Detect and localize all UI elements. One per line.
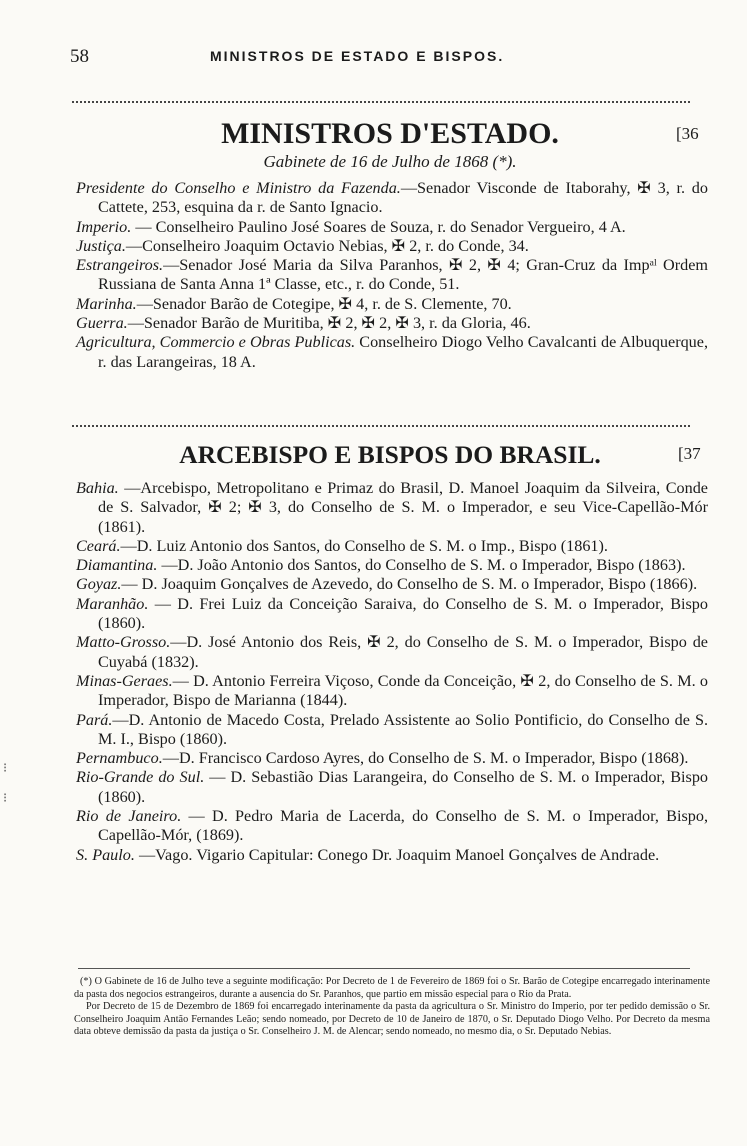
entry-label: Matto-Grosso.: [76, 633, 171, 652]
entry-text: —D. Antonio de Macedo Costa, Prelado Assistente ao Solio Pontificio, do Conselho de S. M. I., Bispo (1860).: [98, 710, 708, 748]
cabinet-subheading: Gabinete de 16 de Julho de 1868 (*).: [263, 152, 517, 171]
entry-text: —Conselheiro Joaquim Octavio Nebias, ✠ 2, r. do Conde, 34.: [125, 236, 529, 255]
entry-label: Pernambuco.: [76, 749, 163, 768]
entry: [76, 479, 708, 537]
entry-label: Ceará.: [76, 536, 121, 555]
entry: [76, 846, 708, 865]
entry: [76, 237, 708, 256]
entry-text: —D. João Antonio dos Santos, do Conselho de S. M. o Imperador, Bispo (1863).: [157, 556, 686, 575]
page-number: 58: [70, 46, 89, 67]
entry-text: — D. Joaquim Gonçalves de Azevedo, do Conselho de S. M. o Imperador, Bispo (1866).: [121, 575, 698, 594]
entry-text: —Senador Barão de Cotegipe, ✠ 4, r. de S. Clemente, 70.: [136, 294, 512, 313]
running-head: [70, 46, 710, 70]
entry-label: Goyaz.: [76, 575, 122, 594]
entry: [76, 556, 708, 575]
entry: [76, 314, 708, 333]
entry: [76, 256, 708, 295]
entry-text: —Vago. Vigario Capitular: Conego Dr. Joaquim Manoel Gonçalves de Andrade.: [134, 845, 660, 864]
entry-label: S. Paulo.: [76, 845, 135, 864]
bishops-list: [76, 479, 708, 865]
entry: [76, 807, 708, 846]
entry-label: Imperio.: [76, 217, 132, 236]
entry-label: Rio de Janeiro.: [76, 807, 182, 826]
entry-label: Diamantina.: [76, 556, 158, 575]
entry-text: —Senador Visconde de Itaborahy, ✠ 3, r. do Cattete, 253, esquina da r. de Santo Ignacio.: [98, 179, 708, 217]
ministers-section-number: [36: [676, 124, 699, 143]
margin-annotation-mark: ⁝: [3, 790, 8, 805]
ministers-list: [76, 179, 708, 372]
entry: [76, 768, 708, 807]
bishops-heading: ARCEBISPO E BISPOS DO BRASIL.: [179, 440, 601, 469]
entry-label: Presidente do Conselho e Ministro da Fazenda.: [76, 179, 401, 197]
entry: [76, 672, 708, 711]
entry: [76, 575, 708, 594]
entry-text: —D. Luiz Antonio dos Santos, do Conselho de S. M. o Imp., Bispo (1861).: [120, 536, 608, 555]
entry-text: —D. Francisco Cardoso Ayres, do Conselho de S. M. o Imperador, Bispo (1868).: [162, 749, 689, 768]
footnote-divider: [78, 968, 690, 969]
footnote-paragraph: (*) O Gabinete de 16 de Julho teve a seguinte modificação: Por Decreto de 1 de Fevereiro de 1869 foi o Sr. Barão de Cotegipe encarregado interinamente da pasta dos negocios estrangeiros, durante a ausencia do Sr. Paranhos, que partio em missão especial para o Rio da Prata.: [74, 976, 710, 1000]
entry-label: Estrangeiros.: [76, 256, 164, 275]
entry: [76, 749, 708, 768]
entry: [76, 595, 708, 634]
entry-label: Maranhão.: [76, 594, 149, 613]
entry-text: —Arcebispo, Metropolitano e Primaz do Brasil, D. Manoel Joaquim da Silveira, Conde de S. Salvador, ✠ 2; ✠ 3, do Conselho de S. M. o Imperador, e seu Vice-Capellão-Mór (1861).: [98, 479, 708, 536]
entry: [76, 218, 708, 237]
entry-label: Rio-Grande do Sul.: [76, 768, 205, 787]
entry: [76, 333, 708, 372]
top-divider: [72, 101, 690, 103]
entry-label: Guerra.: [76, 314, 128, 333]
entry-text: Conselheiro Diogo Velho Cavalcanti de Albuquerque, r. das Larangeiras, 18 A.: [98, 333, 709, 371]
entry-label: Agricultura, Commercio e Obras Publicas.: [76, 333, 356, 352]
entry: [76, 537, 708, 556]
entry-text: — D. Pedro Maria de Lacerda, do Conselho de S. M. o Imperador, Bispo, Capellão-Mór, (1869).: [98, 807, 708, 845]
entry-text: —D. José Antonio dos Reis, ✠ 2, do Conselho de S. M. o Imperador, Bispo de Cuyabá (1832).: [98, 633, 708, 671]
entry-text: — D. Sebastião Dias Larangeira, do Conselho de S. M. o Imperador, Bispo (1860).: [98, 768, 709, 806]
entry-label: Pará.: [76, 710, 113, 729]
footnote-paragraph: Por Decreto de 15 de Dezembro de 1869 foi encarregado interinamente da pasta da agricultura o Sr. Ministro do Imperio, por ter pedido demissão o Sr. Conselheiro Joaquim Antão Fernandes Leão; sendo nomeado, por Decreto de 10 de Janeiro de 1870, o Sr. Deputado Diogo Velho. Por Decreto da mesma data obteve demissão da pasta da justiça o Sr. Conselheiro J. M. de Alencar; sendo nomeado, no mesmo dia, o Sr. Deputado Nebias.: [74, 1001, 710, 1038]
running-title: MINISTROS DE ESTADO E BISPOS.: [210, 48, 505, 64]
middle-divider: [72, 425, 690, 427]
footnotes: [74, 976, 710, 1039]
entry-text: —Senador José Maria da Silva Paranhos, ✠ 2, ✠ 4; Gran-Cruz da Impᵃˡ Ordem Russiana de Santa Anna 1ª Classe, etc., r. do Conde, 51.: [98, 256, 708, 294]
margin-annotation-mark: ⁝: [3, 760, 8, 775]
bishops-section-number: [37: [678, 444, 701, 463]
entry-text: — D. Antonio Ferreira Viçoso, Conde da Conceição, ✠ 2, do Conselho de S. M. o Imperador, Bispo de Marianna (1844).: [98, 671, 708, 710]
entry-label: Justiça.: [76, 236, 126, 255]
ministers-heading: MINISTROS D'ESTADO.: [221, 117, 559, 150]
entry-text: — D. Frei Luiz da Conceição Saraiva, do Conselho de S. M. o Imperador, Bispo (1860).: [98, 594, 708, 633]
entry: [76, 633, 708, 672]
entry: [76, 295, 708, 314]
entry-label: Marinha.: [76, 294, 137, 313]
entry-text: — Conselheiro Paulino José Soares de Souza, r. do Senador Vergueiro, 4 A.: [131, 217, 626, 236]
entry: [76, 711, 708, 750]
entry: [76, 179, 708, 218]
entry-label: Minas-Geraes.: [76, 671, 173, 690]
entry-text: —Senador Barão de Muritiba, ✠ 2, ✠ 2, ✠ 3, r. da Gloria, 46.: [127, 314, 531, 333]
entry-label: Bahia.: [76, 479, 119, 497]
